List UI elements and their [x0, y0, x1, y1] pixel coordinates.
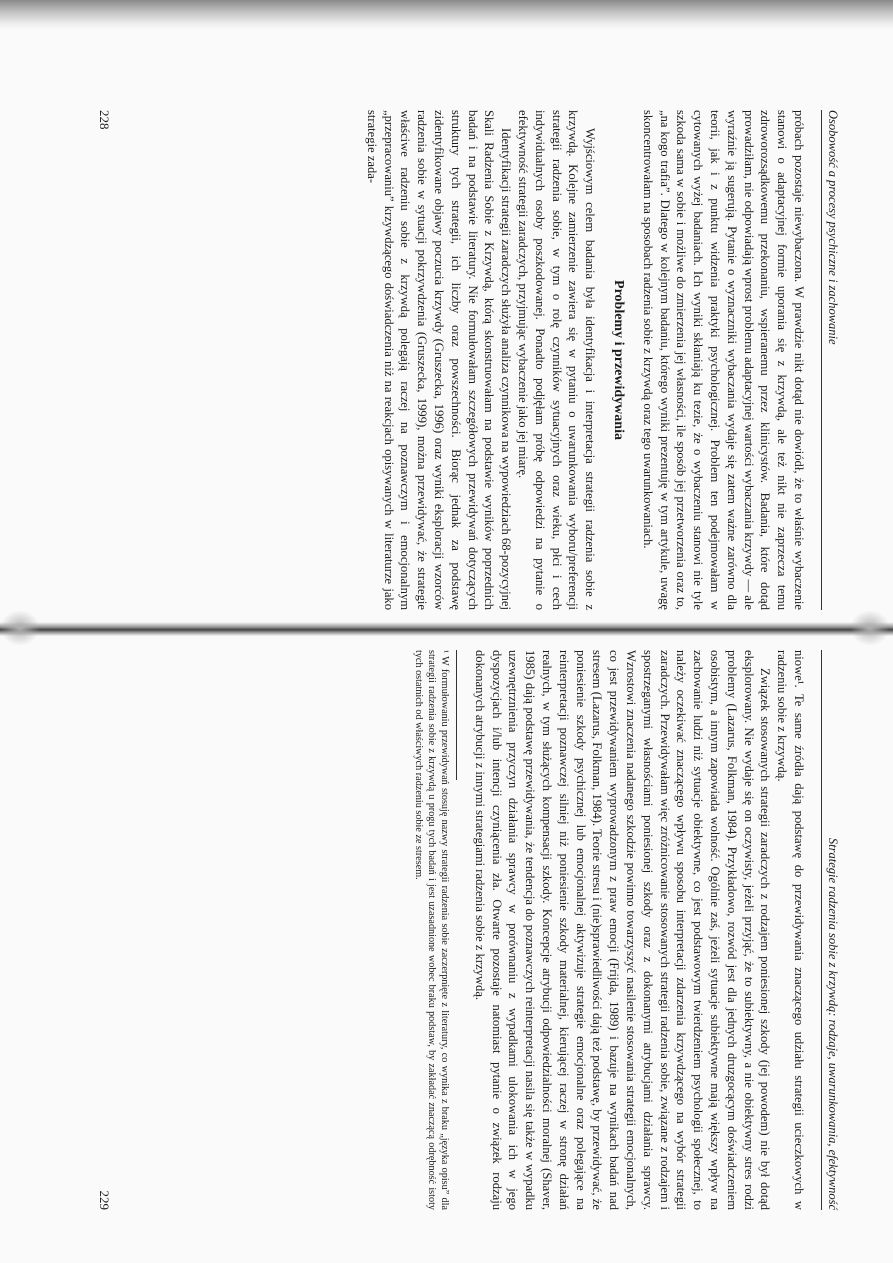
- page-number: 229: [97, 1190, 112, 1210]
- page-body: [363, 110, 807, 610]
- paragraph: niowe¹. Te same źródła dają podstawę do przewidywania znaczącego udziału strategii ucieczkowych w radzeniu sobie z krzywdą.: [775, 650, 806, 1210]
- footnote-rule: [456, 650, 457, 780]
- section-heading: Problemy i przewidywania: [611, 280, 627, 440]
- running-head: Osobowość a procesy psychiczne i zachowanie: [821, 110, 840, 610]
- paragraph: Wyjściowym celem badania była identyfikacja i interpretacja strategii radzenia sobie z krzywdą. Kolejne zamierzenie zawiera się w pytaniu o uwarunkowania wyboru/preferencji strategii radzenia sobie, w tym o rolę czynników sytuacyjnych oraz wieku, płci i cech indywidualnych osoby poszkodowanej. Ponadto podjęłam próbę odpowiedzi na pytanie o efektywność strategii zaradczych, przyjmując wybaczenie jako jej miarę.: [516, 110, 598, 610]
- page-229: [70, 650, 840, 1210]
- scan-artifact-right: [850, 610, 890, 646]
- page-228: [70, 110, 840, 610]
- scan-artifact-left: [0, 610, 40, 646]
- page-body: [412, 650, 807, 1210]
- footnote: ¹ W formułowaniu przewidywań stosuję nazwy strategii radzenia sobie zaczerpnięte z literatury, co wynika z braku „języka opisu” dla strategii radzenia sobie z krzywdą u progu tych badań i jest uzasadnione wobec braku podstaw, by zakładać znaczącą odrębność istoty tych ostatnich od właściwych radzeniu sobie ze stresem.: [413, 650, 451, 1210]
- page-number: 228: [97, 110, 112, 130]
- scan-edge-top: [0, 0, 893, 30]
- running-head: Strategie radzenia sobie z krzywdą: rodzaje, uwarunkowania, efektywność: [821, 650, 840, 1210]
- paragraph: Identyfikacji strategii zaradczych służyła analiza czynnikowa na wypowiedziach 68-pozycyjnej Skali Radzenia Sobie z Krzywdą, którą skonstruowałam na podstawie wyników poprzednich badań i na podstawie literatury. Nie formułowałam szczegółowych przewidywań dotyczących struktury tych strategii, ich liczby oraz powszechności. Biorąc jednak za podstawę zidentyfikowane objawy poczucia krzywdy (Gruszecka, 1996) oraz wyniki eksploracji wzorców radzenia sobie w sytuacji pokrzywdzenia (Gruszecka, 1999), można przewidywać, że strategie właściwe radzeniu sobie z krzywdą polegają raczej na poznawczym i emocjonalnym „przepracowaniu” krzywdzącego doświadczenia niż na reakcjach opisywanych w literaturze jako strategie zada-: [364, 110, 514, 610]
- paragraph: próbach pozostaje niewybaczona. W prawdzie nikt dotąd nie dowiódł, że to właśnie wybaczenie stanowi o adaptacyjnej formie uporania się z krzywdą, ale też nikt nie zaprzecza temu zdroworozsądkowemu przekonaniu, wspieranemu przez klinicystów. Badania, które dotąd prowadziłam, nie odpowiadają wprost problemu adaptacyjnej wartości wybaczania krzywdy — ale wyraźnie ją sugerują. Pytanie o wyznaczniki wybaczania wydaje się zatem ważne zarówno dla teorii, jak i z punktu widzenia praktyki psychologicznej. Problem ten podejmowałam w cytowanych wyżej badaniach. Ich wyniki skłaniają ku tezie, że o wybaczeniu stanowi nie tyle szkoda sama w sobie i możliwe do zmierzenia jej własności, ile sposób jej przetworzenia oraz to, „na kogo trafia”. Dlatego w kolejnym badaniu, którego wyniki prezentuję w tym artykule, uwagę skoncentrowałam na sposobach radzenia sobie z krzywdą oraz tego uwarunkowaniach.: [640, 110, 806, 610]
- book-spine-shadow: [0, 622, 893, 636]
- paragraph: Związek stosowanych strategii zaradczych z rodzajem poniesionej szkody (jej powodem) nie był dotąd eksplorowany. Nie wydaje się on oczywisty, jeżeli przyjąć, że to subiektywny, a nie obiektywny stres rodzi problemy (Lazarus, Folkman, 1984). Przykładowo, rozwód jest dla jednych druzgocącym doświadczeniem osobistym, a innym zapowiada wolność. Ogólnie zaś, jeżeli sytuacje subiektywne mają większy wpływ na zachowanie ludzi niż sytuacje obiektywne, co jest podstawowym twierdzeniem psychologii społecznej, to należy oczekiwać znaczącego wpływu sposobu interpretacji zdarzenia krzywdzącego na wybór strategii zaradczych. Przewidywałam więc zróżnicowanie stosowanych strategii radzenia sobie, związane z rodzajem i spostrzeganymi własnościami poniesionej szkody oraz z dokonanymi atrybucjami działania sprawcy. Wzrostowi znaczenia nadanego szkodzie powinno towarzyszyć nasilenie stosowania strategii emocjonalnych, co jest przewidywaniem wyprowadzonym z praw emocji (Frijda, 1989) i bazuje na wynikach badań nad stresem (Lazarus, Folkman, 1984). Teorie stresu i (nie)sprawiedliwości dają też podstawę, by przewidywać, że poniesienie szkody psychicznej lub emocjonalnej aktywizuje strategie emocjonalne oraz polegające na reinterpretacji poznawczej silniej niż poniesienie szkody materialnej, kierującej raczej w stronę działań realnych, w tym służących kompensacji szkody. Koncepcje atrybucji odpowiedzialności moralnej (Shaver, 1985) dają podstawę przewidywania, że tendencja do poznawczych reinterpretacji nasila się także w wypadku uzewnętrznienia przyczyn działania sprawcy w porównaniu z wypadkami ulokowania ich w jego dyspozycjach i/lub intencji czyniącenia zła. Otwarte pozostaje natomiast pytanie o związek rodzaju dokonanych atrybucji z innymi strategiami radzenia sobie z krzywdą.: [472, 650, 773, 1210]
